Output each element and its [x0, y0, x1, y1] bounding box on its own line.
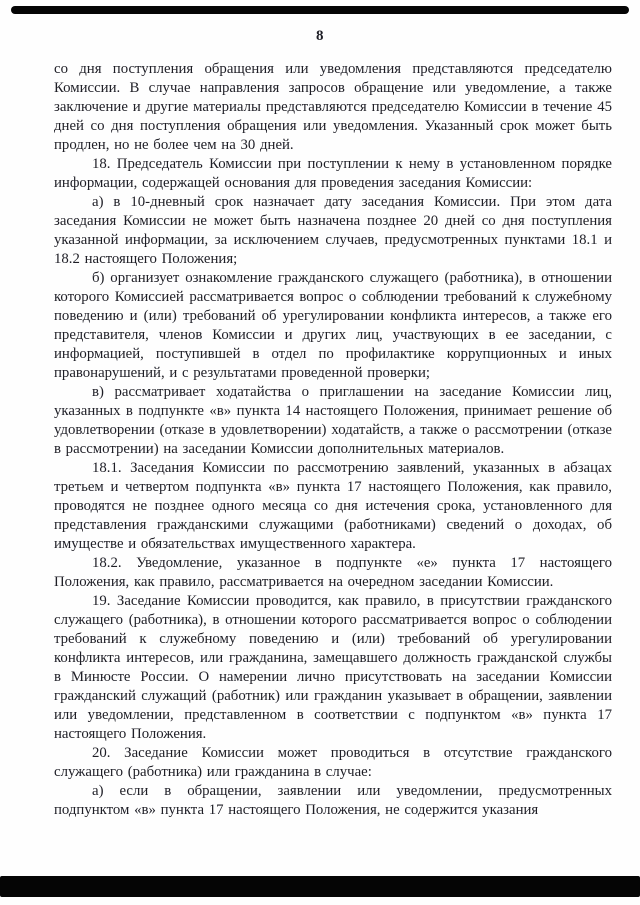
- paragraph: в) рассматривает ходатайства о приглашении на заседание Комиссии лиц, указанных в подпункте «в» пункта 14 настоящего Положения, принимает решение об удовлетворении (отказе в удовлетворении) ходатайств, а также о рассмотрении (отказе в рассмотрении) на заседании Комиссии дополнительных материалов.: [54, 384, 612, 457]
- paragraph: 20. Заседание Комиссии может проводиться в отсутствие гражданского служащего (работника) или гражданина в случае:: [54, 745, 612, 780]
- paragraph: б) организует ознакомление гражданского служащего (работника), в отношении которого Комиссией рассматривается вопрос о соблюдении требований к служебному поведению и (или) требований об урегулировании конфликта интересов, а также его представителя, членов Комиссии и других лиц, участвующих в ее заседании, с информацией, поступившей в отдел по профилактике коррупционных и иных правонарушений, и с результатами проведенной проверки;: [54, 270, 612, 381]
- paragraph: а) в 10-дневный срок назначает дату заседания Комиссии. При этом дата заседания Комиссии не может быть назначена позднее 20 дней со дня поступления указанной информации, за исключением случаев, предусмотренных пунктами 18.1 и 18.2 настоящего Положения;: [54, 194, 612, 267]
- document-body: [54, 60, 612, 820]
- scan-artifact-bottom: [0, 876, 640, 897]
- paragraph: 18.1. Заседания Комиссии по рассмотрению заявлений, указанных в абзацах третьем и четвертом подпункта «в» пункта 17 настоящего Положения, как правило, проводятся не позднее одного месяца со дня истечения срока, установленного для представления гражданскими служащими (работниками) сведений о доходах, об имуществе и обязательствах имущественного характера.: [54, 460, 612, 552]
- scan-artifact-top: [11, 6, 629, 14]
- paragraph: 19. Заседание Комиссии проводится, как правило, в присутствии гражданского служащего (работника), в отношении которого рассматривается вопрос о соблюдении требований к служебному поведению и (или) требований об урегулировании конфликта интересов, или гражданина, замещавшего должность гражданской службы в Минюсте России. О намерении лично присутствовать на заседании Комиссии гражданский служащий (работник) или гражданин указывает в обращении, заявлении или уведомлении, представленном в соответствии с подпунктом «в» пункта 17 настоящего Положения.: [54, 593, 612, 742]
- paragraph: 18.2. Уведомление, указанное в подпункте «е» пункта 17 настоящего Положения, как правило, рассматривается на очередном заседании Комиссии.: [54, 555, 612, 590]
- paragraph: со дня поступления обращения или уведомления представляются председателю Комиссии. В случае направления запросов обращение или уведомление, а также заключение и другие материалы представляются председателю Комиссии в течение 45 дней со дня поступления обращения или уведомления. Указанный срок может быть продлен, но не более чем на 30 дней.: [54, 61, 612, 153]
- page-number: 8: [316, 28, 324, 44]
- paragraph: 18. Председатель Комиссии при поступлении к нему в установленном порядке информации, содержащей основания для проведения заседания Комиссии:: [54, 156, 612, 191]
- paragraph: а) если в обращении, заявлении или уведомлении, предусмотренных подпунктом «в» пункта 17 настоящего Положения, не содержится указания: [54, 783, 612, 818]
